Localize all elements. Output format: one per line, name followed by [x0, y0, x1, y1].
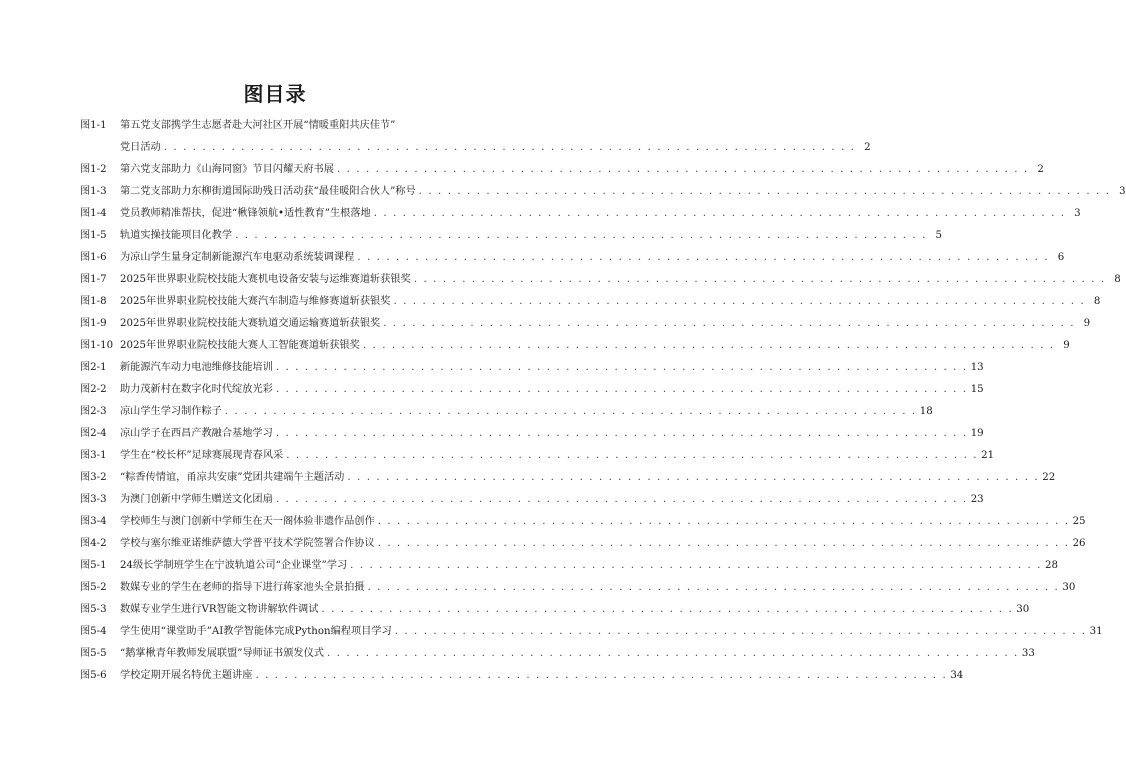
- toc-entry[interactable]: [80, 577, 1076, 599]
- dot-leader: . . . . . . . . . . . . . . . . . . . . . . . . . . . . . . . . . . . . . . . . . . . . . . . . . . . . . . . . . . . . . . . . . . . . . . . .: [377, 538, 1070, 549]
- figure-caption: 第五党支部携学生志愿者赴大河社区开展“情暖重阳共庆佳节”: [120, 120, 396, 131]
- page-number: 21: [981, 450, 995, 461]
- dot-leader: . . . . . . . . . . . . . . . . . . . . . . . . . . . . . . . . . . . . . . . . . . . . . . . . . . . . . . . . . . . . . . . . . . . . . . . .: [383, 318, 1076, 329]
- figure-number: 图3-4: [80, 516, 107, 527]
- figure-caption: 助力茂新村在数字化时代绽放光彩: [120, 384, 273, 395]
- page-number: 31: [1089, 626, 1103, 637]
- dot-leader: . . . . . . . . . . . . . . . . . . . . . . . . . . . . . . . . . . . . . . . . . . . . . . . . . . . . . . . . . . . . . . . . . . . . . . . .: [350, 560, 1043, 571]
- toc-entry[interactable]: [80, 335, 1070, 357]
- toc-entry[interactable]: [80, 203, 1081, 225]
- toc-entry[interactable]: [80, 225, 942, 247]
- page-number: 2: [1037, 164, 1044, 175]
- toc-entry[interactable]: [80, 621, 1103, 643]
- figure-caption: “鹅掌楸青年教师发展联盟”导师证书颁发仪式: [120, 648, 324, 659]
- figure-number: 图3-1: [80, 450, 107, 461]
- page-number: 3: [1074, 208, 1081, 219]
- page-number: 30: [1016, 604, 1030, 615]
- page-number: 5: [935, 230, 942, 241]
- toc-entry[interactable]: [80, 599, 1030, 621]
- figure-caption: 轨道实操技能项目化教学: [120, 230, 233, 241]
- figure-caption-continued: 党日活动: [120, 142, 161, 153]
- figure-caption: “粽香传情谊，甬凉共安康”党团共建端午主题活动: [120, 472, 345, 483]
- figure-number: 图1-9: [80, 318, 107, 329]
- dot-leader: . . . . . . . . . . . . . . . . . . . . . . . . . . . . . . . . . . . . . . . . . . . . . . . . . . . . . . . . . . . . . . . . . . . . . . . .: [275, 494, 968, 505]
- figure-caption: 2025年世界职业院校技能大赛轨道交通运输赛道斩获银奖: [120, 318, 381, 329]
- figure-number: 图5-4: [80, 626, 107, 637]
- figure-caption: 24级长学制班学生在宁波轨道公司“企业课堂”学习: [120, 560, 348, 571]
- page-number: 8: [1114, 274, 1121, 285]
- page-number: 19: [970, 428, 984, 439]
- page-number: 9: [1063, 340, 1070, 351]
- figure-number: 图5-3: [80, 604, 107, 615]
- page-number: 22: [1042, 472, 1056, 483]
- figure-caption: 第六党支部助力《山海同窗》节目闪耀天府书展: [120, 164, 334, 175]
- figure-caption: 党员教师精准帮扶，促进“楸锋领航•适性教育”生根落地: [120, 208, 371, 219]
- toc-entry[interactable]: [80, 445, 995, 467]
- figure-caption: 学生在“校长杯”足球赛展现青春风采: [120, 450, 284, 461]
- dot-leader: . . . . . . . . . . . . . . . . . . . . . . . . . . . . . . . . . . . . . . . . . . . . . . . . . . . . . . . . . . . . . . . . . . . . . . . .: [418, 186, 1111, 197]
- figure-caption: 为澳门创新中学师生赠送文化团扇: [120, 494, 273, 505]
- page-number: 15: [970, 384, 984, 395]
- dot-leader: . . . . . . . . . . . . . . . . . . . . . . . . . . . . . . . . . . . . . . . . . . . . . . . . . . . . . . . . . . . . . . . . . . . . . . . .: [286, 450, 979, 461]
- figure-number: 图1-10: [80, 340, 114, 351]
- toc-entry[interactable]: [80, 357, 984, 379]
- figure-caption: 凉山学生学习制作粽子: [120, 406, 222, 417]
- toc-entry[interactable]: [80, 379, 984, 401]
- figure-number: 图2-3: [80, 406, 107, 417]
- toc-entry[interactable]: [80, 313, 1091, 335]
- page-number: 9: [1083, 318, 1091, 329]
- page-number: 6: [1057, 252, 1065, 263]
- figure-caption: 学校与塞尔维亚诺维萨德大学普平技术学院签署合作协议: [120, 538, 375, 549]
- toc-entry[interactable]: [80, 643, 1035, 665]
- page-number: 18: [919, 406, 933, 417]
- figure-number: 图4-2: [80, 538, 107, 549]
- toc-entry[interactable]: [80, 467, 1056, 489]
- dot-leader: . . . . . . . . . . . . . . . . . . . . . . . . . . . . . . . . . . . . . . . . . . . . . . . . . . . . . . . . . . . . . . . . . . . . . . . .: [394, 626, 1087, 637]
- page-number: 25: [1072, 516, 1086, 527]
- dot-leader: . . . . . . . . . . . . . . . . . . . . . . . . . . . . . . . . . . . . . . . . . . . . . . . . . . . . . . . . . . . . . . . . . . . . . . . .: [347, 472, 1040, 483]
- dot-leader: . . . . . . . . . . . . . . . . . . . . . . . . . . . . . . . . . . . . . . . . . . . . . . . . . . . . . . . . . . . . . . . . . . . . . . . .: [224, 406, 917, 417]
- figure-caption: 2025年世界职业院校技能大赛汽车制造与维修赛道斩获银奖: [120, 296, 391, 307]
- toc-entry[interactable]: [80, 181, 1126, 203]
- dot-leader: . . . . . . . . . . . . . . . . . . . . . . . . . . . . . . . . . . . . . . . . . . . . . . . . . . . . . . . . . . . . . . . . . . . . . . . .: [377, 516, 1070, 527]
- figure-number: 图1-7: [80, 274, 107, 285]
- dot-leader: . . . . . . . . . . . . . . . . . . . . . . . . . . . . . . . . . . . . . . . . . . . . . . . . . . . . . . . . . . . . . . . . . . . . . . . .: [275, 428, 968, 439]
- toc-entry[interactable]: [80, 115, 871, 159]
- figure-number: 图3-3: [80, 494, 107, 505]
- figure-number: 图1-1: [80, 120, 107, 131]
- figure-number: 图5-5: [80, 648, 107, 659]
- page-number: 13: [970, 362, 984, 373]
- figure-number: 图5-1: [80, 560, 107, 571]
- figure-number: 图1-4: [80, 208, 107, 219]
- page-number: 30: [1062, 582, 1076, 593]
- page-number: 23: [970, 494, 984, 505]
- page-number: 26: [1072, 538, 1086, 549]
- figure-caption: 2025年世界职业院校技能大赛人工智能赛道斩获银奖: [120, 340, 360, 351]
- dot-leader: . . . . . . . . . . . . . . . . . . . . . . . . . . . . . . . . . . . . . . . . . . . . . . . . . . . . . . . . . . . . . . . . . . . . . . . .: [373, 208, 1066, 219]
- dot-leader: . . . . . . . . . . . . . . . . . . . . . . . . . . . . . . . . . . . . . . . . . . . . . . . . . . . . . . . . . . . . . . . . . . . . . . . .: [321, 604, 1014, 615]
- figure-number: 图1-5: [80, 230, 107, 241]
- figure-caption: 新能源汽车动力电池维修技能培训: [120, 362, 273, 373]
- figure-caption: 数媒专业的学生在老师的指导下进行蒋家池头全景拍摄: [120, 582, 365, 593]
- figure-number: 图1-6: [80, 252, 107, 263]
- toc-entry[interactable]: [80, 555, 1058, 577]
- dot-leader: . . . . . . . . . . . . . . . . . . . . . . . . . . . . . . . . . . . . . . . . . . . . . . . . . . . . . . . . . . . . . . . . . . . . . . . .: [367, 582, 1060, 593]
- figure-number: 图2-1: [80, 362, 107, 373]
- toc-entry[interactable]: [80, 291, 1101, 313]
- figure-number: 图5-6: [80, 670, 107, 681]
- dot-leader: . . . . . . . . . . . . . . . . . . . . . . . . . . . . . . . . . . . . . . . . . . . . . . . . . . . . . . . . . . . . . . . . . . . . . . . .: [326, 648, 1019, 659]
- page-number: 8: [1093, 296, 1101, 307]
- figure-number: 图1-2: [80, 164, 107, 175]
- dot-leader: . . . . . . . . . . . . . . . . . . . . . . . . . . . . . . . . . . . . . . . . . . . . . . . . . . . . . . . . . . . . . . . . . . . . . . . .: [362, 340, 1055, 351]
- dot-leader: . . . . . . . . . . . . . . . . . . . . . . . . . . . . . . . . . . . . . . . . . . . . . . . . . . . . . . . . . . . . . . . . . . . . . . . .: [235, 230, 927, 241]
- toc-entry[interactable]: [80, 269, 1121, 291]
- toc-entry[interactable]: [80, 159, 1044, 181]
- dot-leader: . . . . . . . . . . . . . . . . . . . . . . . . . . . . . . . . . . . . . . . . . . . . . . . . . . . . . . . . . . . . . . . . . . . . . . . .: [275, 384, 968, 395]
- page-number: 2: [864, 142, 871, 153]
- figure-caption: 为凉山学生量身定制新能源汽车电驱动系统装调课程: [120, 252, 355, 263]
- figure-caption: 凉山学子在西昌产教融合基地学习: [120, 428, 273, 439]
- toc-entry[interactable]: [80, 665, 964, 687]
- toc-entry[interactable]: [80, 489, 984, 511]
- figure-caption: 学校定期开展名特优主题讲座: [120, 670, 253, 681]
- dot-leader: . . . . . . . . . . . . . . . . . . . . . . . . . . . . . . . . . . . . . . . . . . . . . . . . . . . . . . . . . . . . . . . . . . . . . . . .: [336, 164, 1029, 175]
- toc-entry[interactable]: [80, 511, 1086, 533]
- page-number: 28: [1045, 560, 1058, 571]
- figure-caption: 第二党支部助力东柳街道国际助残日活动获“最佳暖阳合伙人”称号: [120, 186, 416, 197]
- figure-number: 图2-2: [80, 384, 107, 395]
- toc-entry[interactable]: [80, 533, 1086, 555]
- figure-number: 图1-3: [80, 186, 107, 197]
- dot-leader: . . . . . . . . . . . . . . . . . . . . . . . . . . . . . . . . . . . . . . . . . . . . . . . . . . . . . . . . . . . . . . . . . . . . . . . .: [413, 274, 1106, 285]
- page-number: 34: [950, 670, 964, 681]
- figure-caption: 学校师生与澳门创新中学师生在天一阁体验非遗作品创作: [120, 516, 375, 527]
- dot-leader: . . . . . . . . . . . . . . . . . . . . . . . . . . . . . . . . . . . . . . . . . . . . . . . . . . . . . . . . . . . . . . . . . . . . . . . .: [393, 296, 1086, 307]
- figure-number: 图5-2: [80, 582, 107, 593]
- toc-entry[interactable]: [80, 247, 1065, 269]
- dot-leader: . . . . . . . . . . . . . . . . . . . . . . . . . . . . . . . . . . . . . . . . . . . . . . . . . . . . . . . . . . . . . . . . . . . . . . . .: [255, 670, 948, 681]
- figure-number: 图2-4: [80, 428, 107, 439]
- figure-number: 图1-8: [80, 296, 107, 307]
- figure-list: [80, 115, 1126, 687]
- figure-caption: 学生使用“课堂助手”AI教学智能体完成Python编程项目学习: [120, 626, 392, 637]
- toc-entry[interactable]: [80, 401, 933, 423]
- toc-entry[interactable]: [80, 423, 984, 445]
- dot-leader: . . . . . . . . . . . . . . . . . . . . . . . . . . . . . . . . . . . . . . . . . . . . . . . . . . . . . . . . . . . . . . . . . . . . . . . .: [275, 362, 968, 373]
- dot-leader: . . . . . . . . . . . . . . . . . . . . . . . . . . . . . . . . . . . . . . . . . . . . . . . . . . . . . . . . . . . . . . . . . . . . . . . .: [163, 142, 856, 153]
- page-title: 图目录: [243, 82, 307, 106]
- page-number: 33: [1021, 648, 1035, 659]
- figure-caption: 数媒专业学生进行VR智能文物讲解软件调试: [120, 604, 319, 615]
- page-number: 3: [1119, 186, 1126, 197]
- figure-number: 图3-2: [80, 472, 107, 483]
- figure-caption: 2025年世界职业院校技能大赛机电设备安装与运维赛道斩获银奖: [120, 274, 411, 285]
- dot-leader: . . . . . . . . . . . . . . . . . . . . . . . . . . . . . . . . . . . . . . . . . . . . . . . . . . . . . . . . . . . . . . . . . . . . . . . .: [357, 252, 1050, 263]
